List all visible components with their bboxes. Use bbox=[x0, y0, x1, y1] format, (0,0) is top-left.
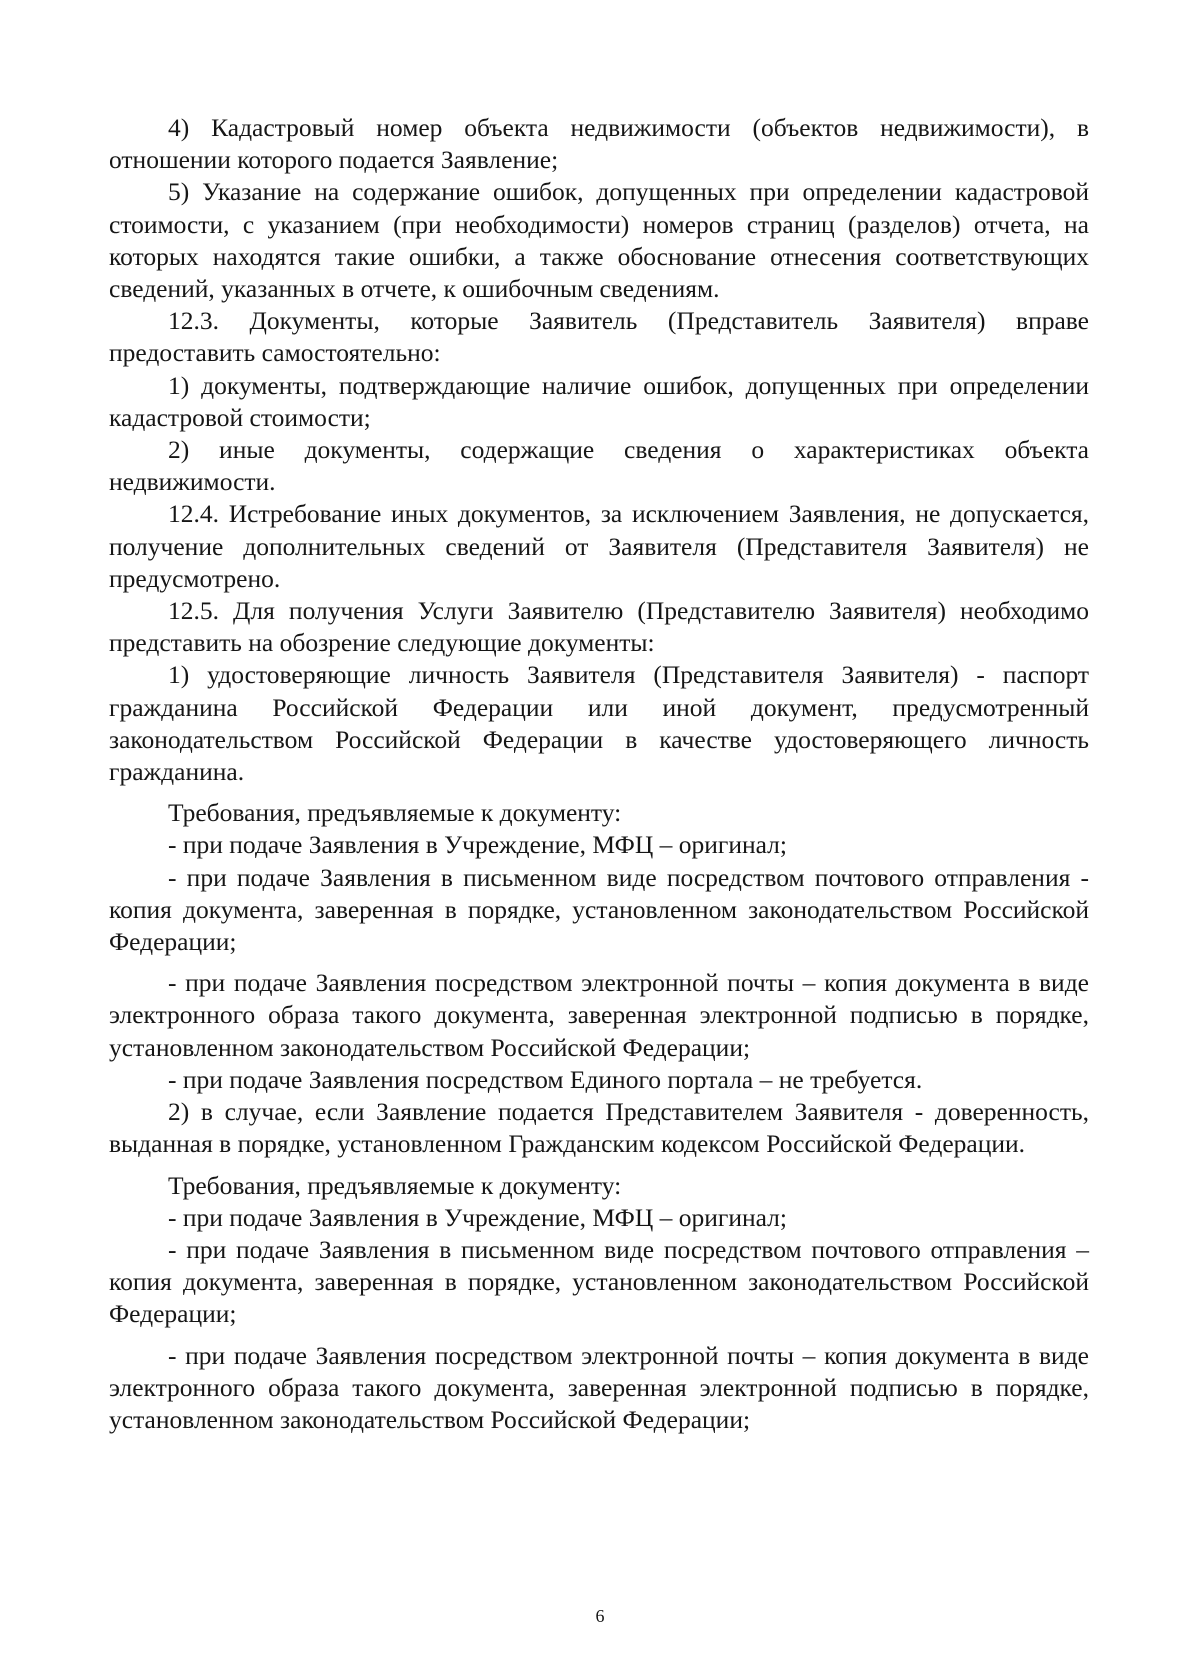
paragraph-12-5: 12.5. Для получения Услуги Заявителю (Представителю Заявителя) необходимо представить на обозрение следующие документы: bbox=[109, 596, 1089, 658]
paragraph-12-4: 12.4. Истребование иных документов, за исключением Заявления, не допускается, получение дополнительных сведений от Заявителя (Представителя Заявителя) не предусмотрено. bbox=[109, 499, 1089, 593]
paragraph-12-3-item-1: 1) документы, подтверждающие наличие ошибок, допущенных при определении кадастровой стоимости; bbox=[109, 370, 1089, 432]
paragraph-12-5-item-2: 2) в случае, если Заявление подается Представителем Заявителя - доверенность, выданная в порядке, установленном Гражданским кодексом Российской Федерации. bbox=[109, 1097, 1089, 1159]
paragraph-12-5-item-1: 1) удостоверяющие личность Заявителя (Представителя Заявителя) - паспорт гражданина Российской Федерации или иной документ, предусмотренный законодательством Российской Федерации в качестве удостоверяющего личность гражданина. bbox=[109, 660, 1089, 787]
requirement-email-copy: - при подаче Заявления посредством электронной почты – копия документа в виде электронного образа такого документа, заверенная электронной подписью в порядке, установленном законодательством Российской Федерации; bbox=[109, 1340, 1089, 1434]
document-body bbox=[109, 112, 1089, 1436]
requirement-postal-copy: - при подаче Заявления в письменном виде посредством почтового отправления – копия документа, заверенная в порядке, установленном законодательством Российской Федерации; bbox=[109, 1234, 1089, 1329]
requirement-portal: - при подаче Заявления посредством Единого портала – не требуется. bbox=[168, 1064, 923, 1094]
requirement-original: - при подаче Заявления в Учреждение, МФЦ – оригинал; bbox=[168, 830, 787, 860]
page-number: 6 bbox=[595, 1606, 605, 1626]
paragraph-12-3-item-2: 2) иные документы, содержащие сведения о характеристиках объекта недвижимости. bbox=[109, 435, 1089, 497]
paragraph-item-5-errors: 5) Указание на содержание ошибок, допущенных при определении кадастровой стоимости, с указанием (при необходимости) номеров страниц (разделов) отчета, на которых находятся такие ошибки, а также обоснование отнесения соответствующих сведений, указанных в отчете, к ошибочным сведениям. bbox=[109, 177, 1089, 304]
requirements-heading: Требования, предъявляемые к документу: bbox=[168, 798, 622, 828]
requirements-heading: Требования, предъявляемые к документу: bbox=[168, 1170, 622, 1200]
requirement-email-copy: - при подаче Заявления посредством электронной почты – копия документа в виде электронного образа такого документа, заверенная электронной подписью в порядке, установленном законодательством Российской Федерации; bbox=[109, 968, 1089, 1062]
requirement-postal-copy: - при подаче Заявления в письменном виде посредством почтового отправления - копия документа, заверенная в порядке, установленном законодательством Российской Федерации; bbox=[109, 862, 1089, 957]
paragraph-item-4-cadastral-number: 4) Кадастровый номер объекта недвижимости (объектов недвижимости), в отношении которого подается Заявление; bbox=[109, 113, 1089, 175]
requirement-original: - при подаче Заявления в Учреждение, МФЦ – оригинал; bbox=[168, 1202, 787, 1232]
paragraph-12-3: 12.3. Документы, которые Заявитель (Представитель Заявителя) вправе предоставить самостоятельно: bbox=[109, 306, 1089, 368]
